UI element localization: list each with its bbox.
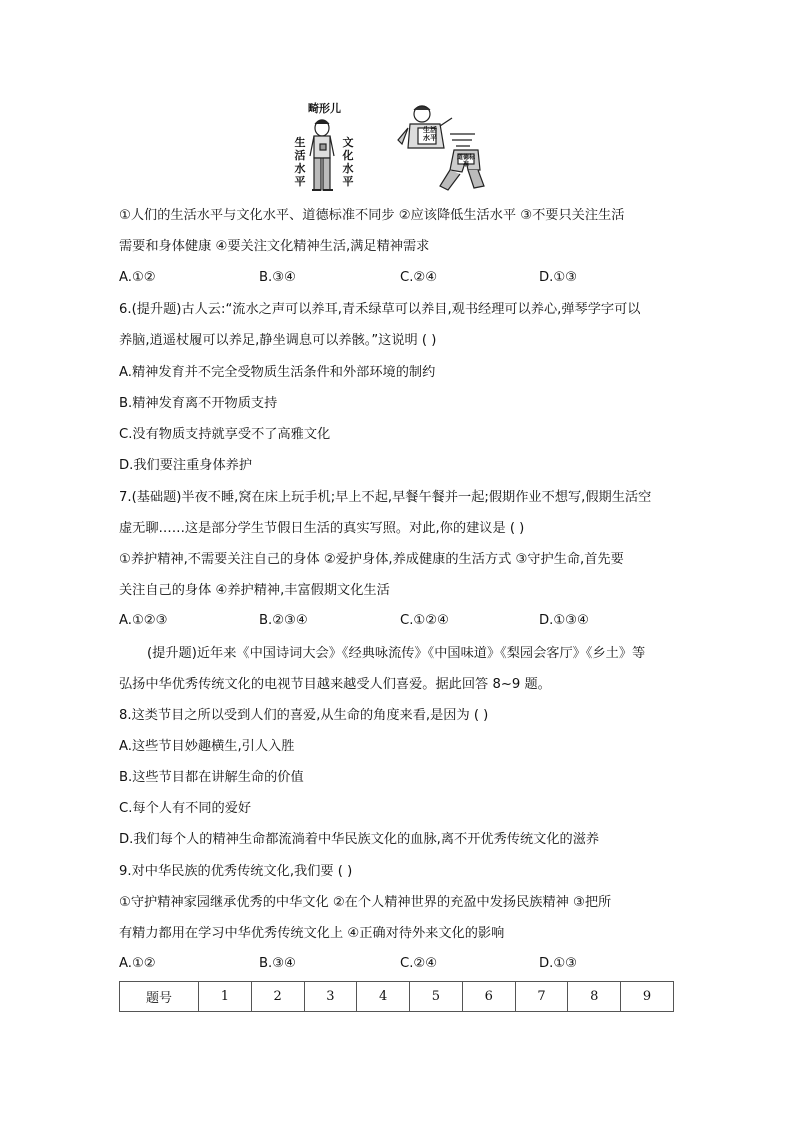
answer-cell-5[interactable]: 5 (410, 982, 463, 1012)
q6-stem-line1: 6.(提升题)古人云:“流水之声可以养耳,青禾绿草可以养目,观书经理可以养心,弹琴学字可以 (119, 302, 641, 317)
q5-option-b: B.③④ (259, 270, 296, 285)
q6-option-d: D.我们要注重身体养护 (119, 458, 253, 473)
cartoon-label-left: 生活水平 (294, 136, 306, 188)
answer-table-header: 题号 (120, 982, 199, 1012)
answer-table (119, 981, 674, 1012)
q8-option-a: A.这些节目妙趣横生,引人入胜 (119, 739, 295, 754)
answer-cell-2[interactable]: 2 (251, 982, 304, 1012)
q6-option-b: B.精神发育离不开物质支持 (119, 396, 278, 411)
q8-option-d: D.我们每个人的精神生命都流淌着中华民族文化的血脉,离不开优秀传统文化的滋养 (119, 832, 600, 847)
q7-stem-line2: 虚无聊……这是部分学生节假日生活的真实写照。对此,你的建议是 ( ) (119, 521, 525, 536)
q8-option-b: B.这些节目都在讲解生命的价值 (119, 770, 304, 785)
q9-option-c: C.②④ (400, 956, 438, 971)
cartoon-label-top: 畸形儿 (308, 102, 341, 115)
cartoon-sign-moral: 道德标准 (457, 154, 476, 168)
q7-option-c: C.①②④ (400, 613, 449, 628)
q9-items-line1: ①守护精神家园继承优秀的中华文化 ②在个人精神世界的充盈中发扬民族精神 ③把所 (119, 895, 612, 910)
q9-options (119, 956, 679, 974)
answer-cell-1[interactable]: 1 (199, 982, 252, 1012)
intro-line2: 弘扬中华优秀传统文化的电视节目越来越受人们喜爱。据此回答 8~9 题。 (119, 677, 551, 692)
q9-option-d: D.①③ (539, 956, 577, 971)
answer-cell-6[interactable]: 6 (462, 982, 515, 1012)
intro-line1: (提升题)近年来《中国诗词大会》《经典咏流传》《中国味道》《梨园会客厅》《乡土》等 (147, 646, 646, 661)
q5-items-line1: ①人们的生活水平与文化水平、道德标准不同步 ②应该降低生活水平 ③不要只关注生活 (119, 208, 625, 223)
answer-cell-7[interactable]: 7 (515, 982, 568, 1012)
q9-option-b: B.③④ (259, 956, 296, 971)
answer-cell-3[interactable]: 3 (304, 982, 357, 1012)
q6-stem-line2: 养脑,逍遥杖履可以养足,静坐调息可以养骸。”这说明 ( ) (119, 333, 437, 348)
q7-stem-line1: 7.(基础题)半夜不睡,窝在床上玩手机;早上不起,早餐午餐并一起;假期作业不想写,假期生活空 (119, 490, 652, 505)
cartoon-sign-living: 生活水平 (423, 126, 437, 142)
q9-items-line2: 有精力都用在学习中华优秀传统文化上 ④正确对待外来文化的影响 (119, 926, 505, 941)
cartoon-illustration (290, 100, 500, 195)
q8-stem: 8.这类节目之所以受到人们的喜爱,从生命的角度来看,是因为 ( ) (119, 708, 489, 723)
answer-cell-4[interactable]: 4 (357, 982, 410, 1012)
q6-option-a: A.精神发育并不完全受物质生活条件和外部环境的制约 (119, 365, 436, 380)
q5-option-c: C.②④ (400, 270, 438, 285)
q7-items-line2: 关注自己的身体 ④养护精神,丰富假期文化生活 (119, 583, 390, 598)
q6-option-c: C.没有物质支持就享受不了高雅文化 (119, 427, 331, 442)
answer-cell-9[interactable]: 9 (621, 982, 674, 1012)
cartoon-label-right: 文化水平 (342, 136, 354, 188)
q5-options (119, 270, 679, 288)
q7-option-b: B.②③④ (259, 613, 308, 628)
q7-option-a: A.①②③ (119, 613, 168, 628)
q5-option-a: A.①② (119, 270, 156, 285)
q5-option-d: D.①③ (539, 270, 577, 285)
q7-options (119, 613, 679, 631)
q9-option-a: A.①② (119, 956, 156, 971)
q8-option-c: C.每个人有不同的爱好 (119, 801, 252, 816)
answer-table-row (120, 982, 674, 1012)
q5-items-line2: 需要和身体健康 ④要关注文化精神生活,满足精神需求 (119, 239, 430, 254)
q9-stem: 9.对中华民族的优秀传统文化,我们要 ( ) (119, 864, 353, 879)
q7-items-line1: ①养护精神,不需要关注自己的身体 ②爱护身体,养成健康的生活方式 ③守护生命,首先要 (119, 552, 624, 567)
answer-cell-8[interactable]: 8 (568, 982, 621, 1012)
q7-option-d: D.①③④ (539, 613, 589, 628)
